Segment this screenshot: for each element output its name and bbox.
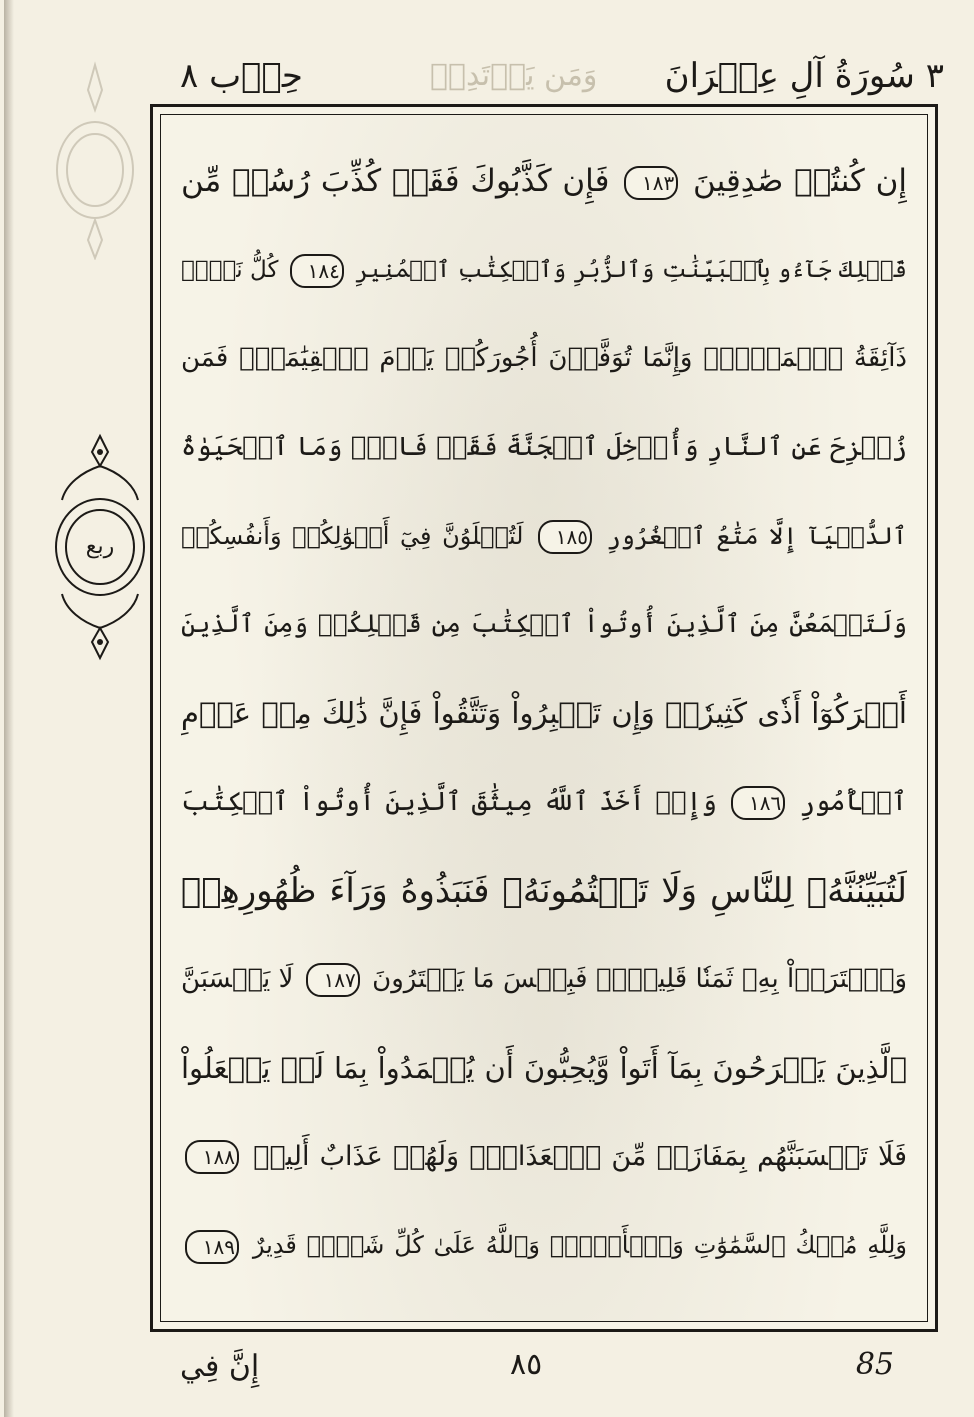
- verse-text: وَلَتَسۡمَعُنَّ مِنَ ٱلَّذِينَ أُوتُواْ ٱلۡكِتَٰبَ مِن قَبۡلِكُمۡ وَمِنَ ٱلَّذِينَ: [181, 609, 907, 639]
- ayah-number-marker: ١٨٣: [624, 166, 678, 200]
- verse-line: [181, 314, 907, 403]
- verse-line: [181, 137, 907, 226]
- verse-text: ٱلدُّنۡيَآ إِلَّا مَتَٰعُ ٱلۡغُرُورِ: [606, 521, 907, 550]
- verse-text: لَا يَحۡسَبَنَّ: [181, 964, 294, 995]
- ayah-number-marker: ١٨٨: [185, 1140, 239, 1174]
- text-frame: [150, 104, 938, 1332]
- page-footer: [150, 1340, 944, 1400]
- rub-label: ربع: [85, 534, 115, 559]
- verse-line: [181, 1024, 907, 1113]
- verse-text: لَتُبَيِّنُنَّهُۥ لِلنَّاسِ وَلَا تَكۡتُمُونَهُۥ فَنَبَذُوهُ وَرَآءَ ظُهُورِهِمۡ: [181, 870, 907, 911]
- faded-margin-ornament: [50, 60, 140, 260]
- verse-text: إِن كُنتُمۡ صَٰدِقِينَ: [693, 163, 907, 199]
- verse-line: [181, 492, 907, 581]
- verse-text: فَإِن كَذَّبُوكَ فَقَدۡ كُذِّبَ رُسُلٞ مِّن: [181, 163, 610, 199]
- verse-text: ٱلۡأُمُورِ: [799, 786, 907, 817]
- ayah-number-marker: ١٨٤: [290, 254, 344, 288]
- verse-line: [181, 847, 907, 936]
- verse-text: وَإِذۡ أَخَذَ ٱللَّهُ مِيثَٰقَ ٱلَّذِينَ أُوتُواْ ٱلۡكِتَٰبَ: [181, 786, 717, 817]
- verse-text: أَشۡرَكُوٓاْ أَذٗى كَثِيرٗاۚ وَإِن تَصۡبِرُواْ وَتَتَّقُواْ فَإِنَّ ذَٰلِكَ مِنۡ عَزۡمِ: [181, 696, 907, 731]
- page-number-latin: 85: [855, 1347, 894, 1382]
- rub-marker: [48, 432, 152, 662]
- verse-text: زُحۡزِحَ عَنِ ٱلنَّارِ وَأُدۡخِلَ ٱلۡجَنَّةَ فَقَدۡ فَازَۗ وَمَا ٱلۡحَيَوٰةُ: [181, 432, 907, 463]
- verse-text: لَتُبۡلَوُنَّ فِيٓ أَمۡوَٰلِكُمۡ وَأَنفُسِكُمۡ: [181, 521, 524, 550]
- verse-line: [181, 1113, 907, 1202]
- faded-show-through-text: وَمَن يَرۡتَدِدۡ: [430, 58, 598, 93]
- verse-line: [181, 758, 907, 847]
- verse-text: ذَآئِقَةُ ٱلۡمَوۡتِۗ وَإِنَّمَا تُوَفَّوۡنَ أُجُورَكُمۡ يَوۡمَ ٱلۡقِيَٰمَةِۖ فَمَن: [181, 343, 907, 374]
- ayah-number-marker: ١٨٦: [731, 786, 785, 820]
- verse-line: [181, 226, 907, 315]
- verse-line: [181, 935, 907, 1024]
- verse-text: وَلِلَّهِ مُلۡكُ ٱلسَّمَٰوَٰتِ وَٱلۡأَرۡضِۗ وَٱللَّهُ عَلَىٰ كُلِّ شَيۡءٖ قَدِيرٌ: [252, 1231, 907, 1260]
- page-edge-shadow: [4, 0, 14, 1417]
- verse-text: كُلُّ نَفۡسٖ: [181, 256, 279, 283]
- page-header: [150, 48, 944, 104]
- hizb-label: حِزۡب ٨: [180, 56, 303, 96]
- verse-line: [181, 580, 907, 669]
- verse-line: [181, 1201, 907, 1290]
- ayah-number-marker: ١٨٧: [306, 963, 360, 997]
- verse-text: فَلَا تَحۡسَبَنَّهُم بِمَفَازَةٖ مِّنَ ٱلۡعَذَابِۖ وَلَهُمۡ عَذَابٌ أَلِيمٞ: [253, 1140, 907, 1172]
- verse-text: وَٱشۡتَرَوۡاْ بِهِۦ ثَمَنٗا قَلِيلٗاۖ فَبِئۡسَ مَا يَشۡتَرُونَ: [372, 964, 907, 995]
- verse-text: قَبۡلِكَ جَآءُو بِٱلۡبَيِّنَٰتِ وَٱلزُّبُرِ وَٱلۡكِتَٰبِ ٱلۡمُنِيرِ: [355, 256, 907, 283]
- verse-line: [181, 403, 907, 492]
- verse-text: ٱلَّذِينَ يَفۡرَحُونَ بِمَآ أَتَواْ وَّيُحِبُّونَ أَن يُحۡمَدُواْ بِمَا لَمۡ يَفۡعَلُواْ: [181, 1050, 907, 1085]
- verse-line: [181, 669, 907, 758]
- page-number-arabic: ٨٥: [510, 1347, 543, 1382]
- ayah-number-marker: ١٨٩: [185, 1230, 239, 1264]
- catchword: إِنَّ فِي: [180, 1349, 260, 1384]
- ayah-number-marker: ١٨٥: [538, 520, 592, 554]
- sura-title: ٣ سُورَةُ آلِ عِمۡرَانَ: [664, 56, 944, 96]
- text-frame-inner: [160, 114, 928, 1322]
- verse-text-area: [181, 137, 907, 1290]
